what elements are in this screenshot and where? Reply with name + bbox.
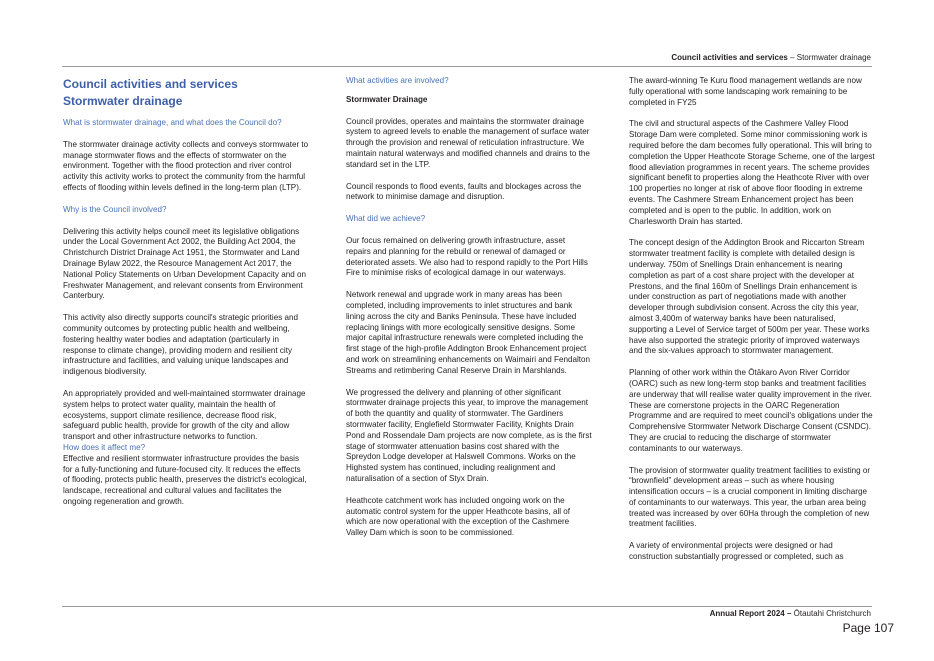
heading-what: What is stormwater drainage, and what does the Council do? <box>63 118 282 127</box>
header-section: Council activities and services <box>671 53 788 62</box>
running-footer <box>710 609 871 618</box>
heading-why: Why is the Council involved? <box>63 204 167 214</box>
heading-achieve: What did we achieve? <box>346 214 426 224</box>
header-subsection: – Stormwater drainage <box>787 53 871 62</box>
heading-stormwater-drainage: Stormwater Drainage <box>346 94 428 104</box>
paragraph-c3-4: Planning of other work within the Ōtākaro Avon River Corridor (OARC) such as new long-term stop banks and treatment facilities are underway that will realise water quality improvement in the river. These are cornerstone projects in the OARC Regeneration Programme and are required to meet council's obligations under the Comprehensive Stormwater Network Discharge Consent (CSNDC). They are crucial to reducing the discharge of stormwater contaminants to our waterways. <box>629 368 873 453</box>
column-3 <box>629 76 875 574</box>
heading-activities: What activities are involved? <box>346 76 449 85</box>
paragraph-c3-1: The award-winning Te Kuru flood management wetlands are now fully operational with some landscaping work remaining to be completed in FY25 <box>629 76 862 107</box>
paragraph-achieve-3: We progressed the delivery and planning of other significant stormwater drainage projects this year, to improve the management of both the quantity and quality of stormwater. The Gardiners stormwater facility, Englefield Stormwater Facility, Knights Drain Pond and Rossendale Dam projects are now complete, as is the first stage of stormwater attenuation basins cost shared with the Spreydon Lodge developer at Halswell Commons. Works on the Highsted system has continued, including realignment and naturalisation of a section of Styx Drain. <box>346 387 592 483</box>
paragraph-affect: Effective and resilient stormwater infrastructure provides the basis for a fully-functioning and future-focused city. It reduces the effects of flooding, protects public health, preserves the district's ecological, landscape, recreational and cultural values and facilitates the ongoing regeneration and growth. <box>63 453 307 506</box>
paragraph-achieve-4: Heathcote catchment work has included ongoing work on the automatic control system for the upper Heathcote basins, all of which are now operational with the exception of the Cashmere Valley Dam which is soon to be commissioned. <box>346 495 571 538</box>
running-header <box>671 53 871 62</box>
heading-affect: How does it affect me? <box>63 442 146 452</box>
paragraph-achieve-2: Network renewal and upgrade work in many areas has been completed, including improvements to inlet structures and bank lining across the city and Banks Peninsula. These have included replacing linings with more ecologically sensitive designs. Some major capital infrastructure renewals were completed including the first stage of the high-profile Addington Brook Enhancement project and work on streamlining enhancements on Waimairi and Fendalton Streams and retimbering Canal Reserve Drain in Marshlands. <box>346 290 590 375</box>
paragraph-achieve-1: Our focus remained on delivering growth infrastructure, asset repairs and planning for the rebuild or renewal of damaged or deteriorated assets. We also had to respond rapidly to the Port Hills Fire to minimise risks of ecological damage in our waterways. <box>346 235 588 278</box>
paragraph-c3-6: A variety of environmental projects were designed or had construction substantially progressed or completed, such as <box>629 541 844 562</box>
footer-city: Ōtautahi Christchurch <box>791 609 871 618</box>
paragraph-why-2: This activity also directly supports council's strategic priorities and community outcomes by protecting public health and wellbeing, fostering healthy water bodies and adaptation (particularly in response to climate change), providing modern and resilient city infrastructure and facilities, and valuing unique landscapes and indigenous biodiversity. <box>63 313 299 377</box>
paragraph-sd-1: Council provides, operates and maintains the stormwater drainage system to agreed levels to enable the management of surface water through the provision and renewal of reticulation infrastructure. We maintain natural waterways and modified channels and drains to the standard set in the LTP. <box>346 116 590 169</box>
header-rule <box>62 66 872 67</box>
page-number: Page 107 <box>842 621 894 635</box>
paragraph-what: The stormwater drainage activity collects and conveys stormwater to manage stormwater flows and the effects of stormwater on the environment. Together with the flood protection and river control activity this activity works to protect the community from the harmful effects of flooding within levels defined in the long-term plan (LTP). <box>63 139 309 192</box>
column-2 <box>346 76 592 550</box>
paragraph-c3-5: The provision of stormwater quality treatment facilities to existing or “brownfield” development areas – such as where housing intensification occurs – is a crucial component in limiting discharge of contaminants to our waterways. This year, the urban area being treated was increased by over 60Ha through the completion of new treatment facilities. <box>629 465 871 529</box>
footer-report: Annual Report 2024 – <box>709 609 792 618</box>
title-line-2: Stormwater drainage <box>63 93 183 108</box>
column-1 <box>63 76 309 519</box>
paragraph-sd-2: Council responds to flood events, faults and blockages across the network to minimise damage and disruption. <box>346 181 582 202</box>
paragraph-c3-2: The civil and structural aspects of the Cashmere Valley Flood Storage Dam were completed. Some minor commissioning work is required before the dam becomes fully operational. This will bring to completion the Upper Heathcote Storage Scheme, one of the largest flood alleviation programmes in recent years. The scheme provides significant benefit to properties along the Heathcote River with over 100 properties no longer at risk of above floor flooding in extreme events. The Cashmere Stream Enhancement project has been completed and is open to the public. In addition, work on Charlesworth Drain has started. <box>629 119 875 226</box>
footer-rule <box>62 606 872 607</box>
page-title <box>63 76 309 109</box>
paragraph-why-1: Delivering this activity helps council meet its legislative obligations under the Local Government Act 2002, the Building Act 2004, the Christchurch District Drainage Act 1951, the Stormwater and Land Drainage Bylaw 2022, the Resource Management Act 2017, the National Policy Statements on Urban Development Capacity and on Freshwater Management, and relevant consents from Environment Canterbury. <box>63 226 306 301</box>
title-line-1: Council activities and services <box>63 77 238 91</box>
paragraph-why-3: An appropriately provided and well-maintained stormwater drainage system helps to protect water quality, maintain the health of ecosystems, support climate resilience, decrease flood risk, safeguard public health, provide for growth of the city and allow transport and other infrastructure networks to function. <box>63 388 306 442</box>
paragraph-c3-3: The concept design of the Addington Brook and Riccarton Stream stormwater treatment facility is complete with detailed design is underway. 750m of Snellings Drain enhancement is nearing completion as part of a cost share project with the developer at Prestons, and the final 160m of Snellings Drain enhancement is under construction as part of negotiations made with another developer through subdivision consent. Across the city this year, almost 3,400m of waterway banks have been naturalised, supporting a Level of Service target of 500m per year. These works have also supported the strategic priority of improved waterways and the six-values approach to stormwater management. <box>629 238 870 356</box>
